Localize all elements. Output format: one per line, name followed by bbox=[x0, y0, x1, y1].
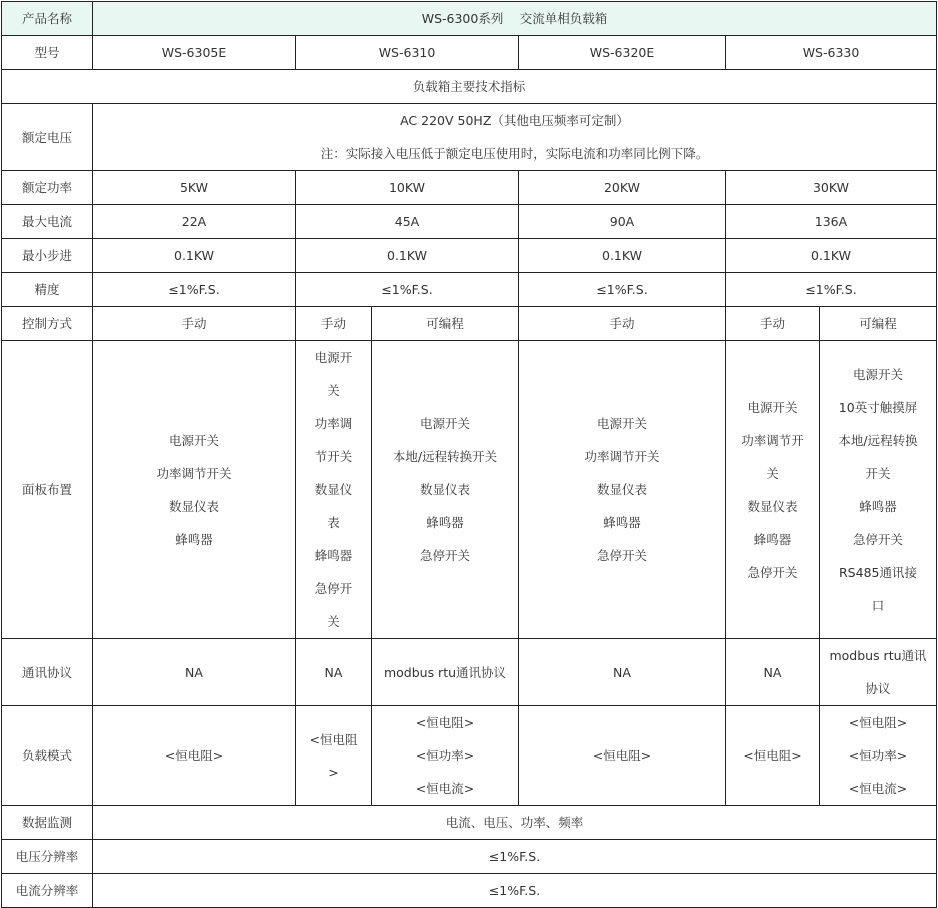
load-mode-item: <恒电流> bbox=[415, 781, 475, 796]
current-resolution-row bbox=[2, 874, 937, 908]
panel-item: 数显仪表 bbox=[747, 498, 798, 514]
rated-voltage-row bbox=[2, 104, 937, 171]
panel-item: 节开关 bbox=[314, 449, 353, 464]
rated-power-value: 5KW bbox=[93, 171, 296, 205]
max-current-row bbox=[2, 205, 937, 239]
panel-item: 关 bbox=[327, 614, 340, 629]
panel-item: 本地/远程转换 bbox=[838, 432, 918, 448]
panel-item: 急停开关 bbox=[852, 531, 903, 547]
panel-item: 蜂鸣器 bbox=[603, 515, 641, 530]
panel-item: 开关 bbox=[865, 465, 891, 481]
min-step-value: 0.1KW bbox=[519, 239, 726, 273]
load-mode-item: <恒电阻> bbox=[848, 715, 908, 730]
accuracy-row bbox=[2, 273, 937, 307]
panel-item: 蜂鸣器 bbox=[859, 498, 897, 514]
panel-item: 数显仪 bbox=[314, 482, 353, 497]
model-ws6330: WS-6330 bbox=[726, 36, 937, 70]
panel-item: 电源开 bbox=[314, 350, 353, 365]
control-value: 手动 bbox=[93, 307, 296, 341]
panel-item: 10英寸触摸屏 bbox=[838, 399, 918, 415]
min-step-row bbox=[2, 239, 937, 273]
max-current-value: 22A bbox=[93, 205, 296, 239]
panel-item: 急停开 bbox=[314, 581, 353, 596]
panel-item: 急停开关 bbox=[747, 564, 798, 580]
data-monitor-value: 电流、电压、功率、频率 bbox=[93, 806, 937, 840]
panel-item: 蜂鸣器 bbox=[314, 548, 353, 563]
panel-item: 表 bbox=[327, 515, 340, 530]
load-mode-value: <恒电阻> bbox=[519, 706, 726, 806]
control-value: 手动 bbox=[726, 307, 820, 341]
panel-item: 数显仪表 bbox=[168, 498, 219, 514]
protocol-value: NA bbox=[296, 639, 372, 706]
rated-power-row bbox=[2, 171, 937, 205]
rated-power-value: 20KW bbox=[519, 171, 726, 205]
panel-item: 蜂鸣器 bbox=[753, 531, 792, 547]
control-label: 控制方式 bbox=[2, 307, 93, 341]
panel-label: 面板布置 bbox=[2, 341, 93, 639]
panel-item: 本地/远程转换开关 bbox=[392, 449, 498, 464]
rated-voltage-label: 额定电压 bbox=[2, 104, 93, 171]
protocol-label: 通讯协议 bbox=[2, 639, 93, 706]
panel-item: 电源开关 bbox=[419, 416, 470, 431]
max-current-value: 90A bbox=[519, 205, 726, 239]
control-value: 手动 bbox=[296, 307, 372, 341]
panel-item: 关 bbox=[766, 465, 779, 481]
model-label: 型号 bbox=[2, 36, 93, 70]
section-title: 负载箱主要技术指标 bbox=[2, 70, 937, 104]
panel-item: 功率调节开关 bbox=[584, 449, 660, 464]
panel-item: 急停开关 bbox=[419, 548, 470, 563]
panel-item: 关 bbox=[327, 383, 340, 398]
accuracy-label: 精度 bbox=[2, 273, 93, 307]
data-monitor-label: 数据监测 bbox=[2, 806, 93, 840]
panel-row bbox=[2, 341, 937, 639]
panel-item: 数显仪表 bbox=[596, 482, 647, 497]
min-step-value: 0.1KW bbox=[296, 239, 519, 273]
panel-cell bbox=[296, 341, 372, 639]
current-resolution-value: ≤1%F.S. bbox=[93, 874, 937, 908]
panel-cell bbox=[93, 341, 296, 639]
panel-cell bbox=[372, 341, 519, 639]
load-mode-item: <恒功率> bbox=[415, 748, 475, 763]
panel-item: 电源开关 bbox=[852, 366, 903, 382]
load-mode-value: <恒电阻> bbox=[93, 706, 296, 806]
panel-item: 急停开关 bbox=[596, 548, 647, 563]
panel-item: 电源开关 bbox=[596, 416, 647, 431]
load-mode-item: <恒电阻> bbox=[415, 715, 475, 730]
rated-voltage-value bbox=[93, 104, 937, 171]
current-resolution-label: 电流分辨率 bbox=[2, 874, 93, 908]
panel-item: 口 bbox=[871, 597, 885, 613]
rated-power-label: 额定功率 bbox=[2, 171, 93, 205]
voltage-resolution-label: 电压分辨率 bbox=[2, 840, 93, 874]
model-ws6320e: WS-6320E bbox=[519, 36, 726, 70]
protocol-value: modbus rtu通讯协议 bbox=[372, 639, 519, 706]
spec-table bbox=[1, 1, 937, 908]
panel-item: 数显仪表 bbox=[419, 482, 470, 497]
rated-voltage-note: 注：实际接入电压低于额定电压使用时，实际电流和功率同比例下降。 bbox=[320, 146, 709, 161]
product-title: WS-6300系列 交流单相负载箱 bbox=[93, 2, 937, 36]
panel-cell bbox=[726, 341, 820, 639]
load-mode-value: <恒电阻> bbox=[726, 706, 820, 806]
accuracy-value: ≤1%F.S. bbox=[296, 273, 519, 307]
load-mode-value bbox=[820, 706, 937, 806]
header-label: 产品名称 bbox=[2, 2, 93, 36]
load-mode-item: > bbox=[328, 764, 339, 780]
accuracy-value: ≤1%F.S. bbox=[519, 273, 726, 307]
load-mode-value bbox=[296, 706, 372, 806]
control-value: 手动 bbox=[519, 307, 726, 341]
data-monitor-row bbox=[2, 806, 937, 840]
load-mode-row bbox=[2, 706, 937, 806]
control-row bbox=[2, 307, 937, 341]
max-current-label: 最大电流 bbox=[2, 205, 93, 239]
max-current-value: 45A bbox=[296, 205, 519, 239]
load-mode-item: <恒电流> bbox=[848, 781, 908, 796]
panel-item: 功率调节开 bbox=[741, 432, 804, 448]
panel-item: RS485通讯接 bbox=[839, 564, 917, 580]
min-step-label: 最小步进 bbox=[2, 239, 93, 273]
accuracy-value: ≤1%F.S. bbox=[93, 273, 296, 307]
panel-item: 蜂鸣器 bbox=[175, 531, 213, 547]
section-row bbox=[2, 70, 937, 104]
model-ws6310: WS-6310 bbox=[296, 36, 519, 70]
protocol-line: 协议 bbox=[865, 681, 891, 696]
panel-item: 功率调 bbox=[314, 416, 353, 431]
panel-item: 电源开关 bbox=[747, 399, 798, 415]
max-current-value: 136A bbox=[726, 205, 937, 239]
min-step-value: 0.1KW bbox=[93, 239, 296, 273]
load-mode-item: <恒电阻 bbox=[309, 731, 358, 747]
accuracy-value: ≤1%F.S. bbox=[726, 273, 937, 307]
load-mode-item: <恒功率> bbox=[848, 748, 908, 763]
control-value: 可编程 bbox=[372, 307, 519, 341]
protocol-row bbox=[2, 639, 937, 706]
protocol-value: NA bbox=[519, 639, 726, 706]
protocol-value: NA bbox=[93, 639, 296, 706]
model-ws6305e: WS-6305E bbox=[93, 36, 296, 70]
voltage-resolution-row bbox=[2, 840, 937, 874]
panel-item: 电源开关 bbox=[168, 432, 219, 448]
load-mode-label: 负载模式 bbox=[2, 706, 93, 806]
min-step-value: 0.1KW bbox=[726, 239, 937, 273]
rated-power-value: 30KW bbox=[726, 171, 937, 205]
protocol-value: NA bbox=[726, 639, 820, 706]
model-row bbox=[2, 36, 937, 70]
load-mode-value bbox=[372, 706, 519, 806]
header-row bbox=[2, 2, 937, 36]
rated-power-value: 10KW bbox=[296, 171, 519, 205]
voltage-resolution-value: ≤1%F.S. bbox=[93, 840, 937, 874]
panel-cell bbox=[519, 341, 726, 639]
control-value: 可编程 bbox=[820, 307, 937, 341]
protocol-value bbox=[820, 639, 937, 706]
panel-item: 蜂鸣器 bbox=[426, 515, 464, 530]
panel-cell bbox=[820, 341, 937, 639]
rated-voltage-spec: AC 220V 50HZ（其他电压频率可定制） bbox=[400, 113, 629, 128]
protocol-line: modbus rtu通讯 bbox=[829, 648, 927, 663]
panel-item: 功率调节开关 bbox=[156, 465, 232, 481]
